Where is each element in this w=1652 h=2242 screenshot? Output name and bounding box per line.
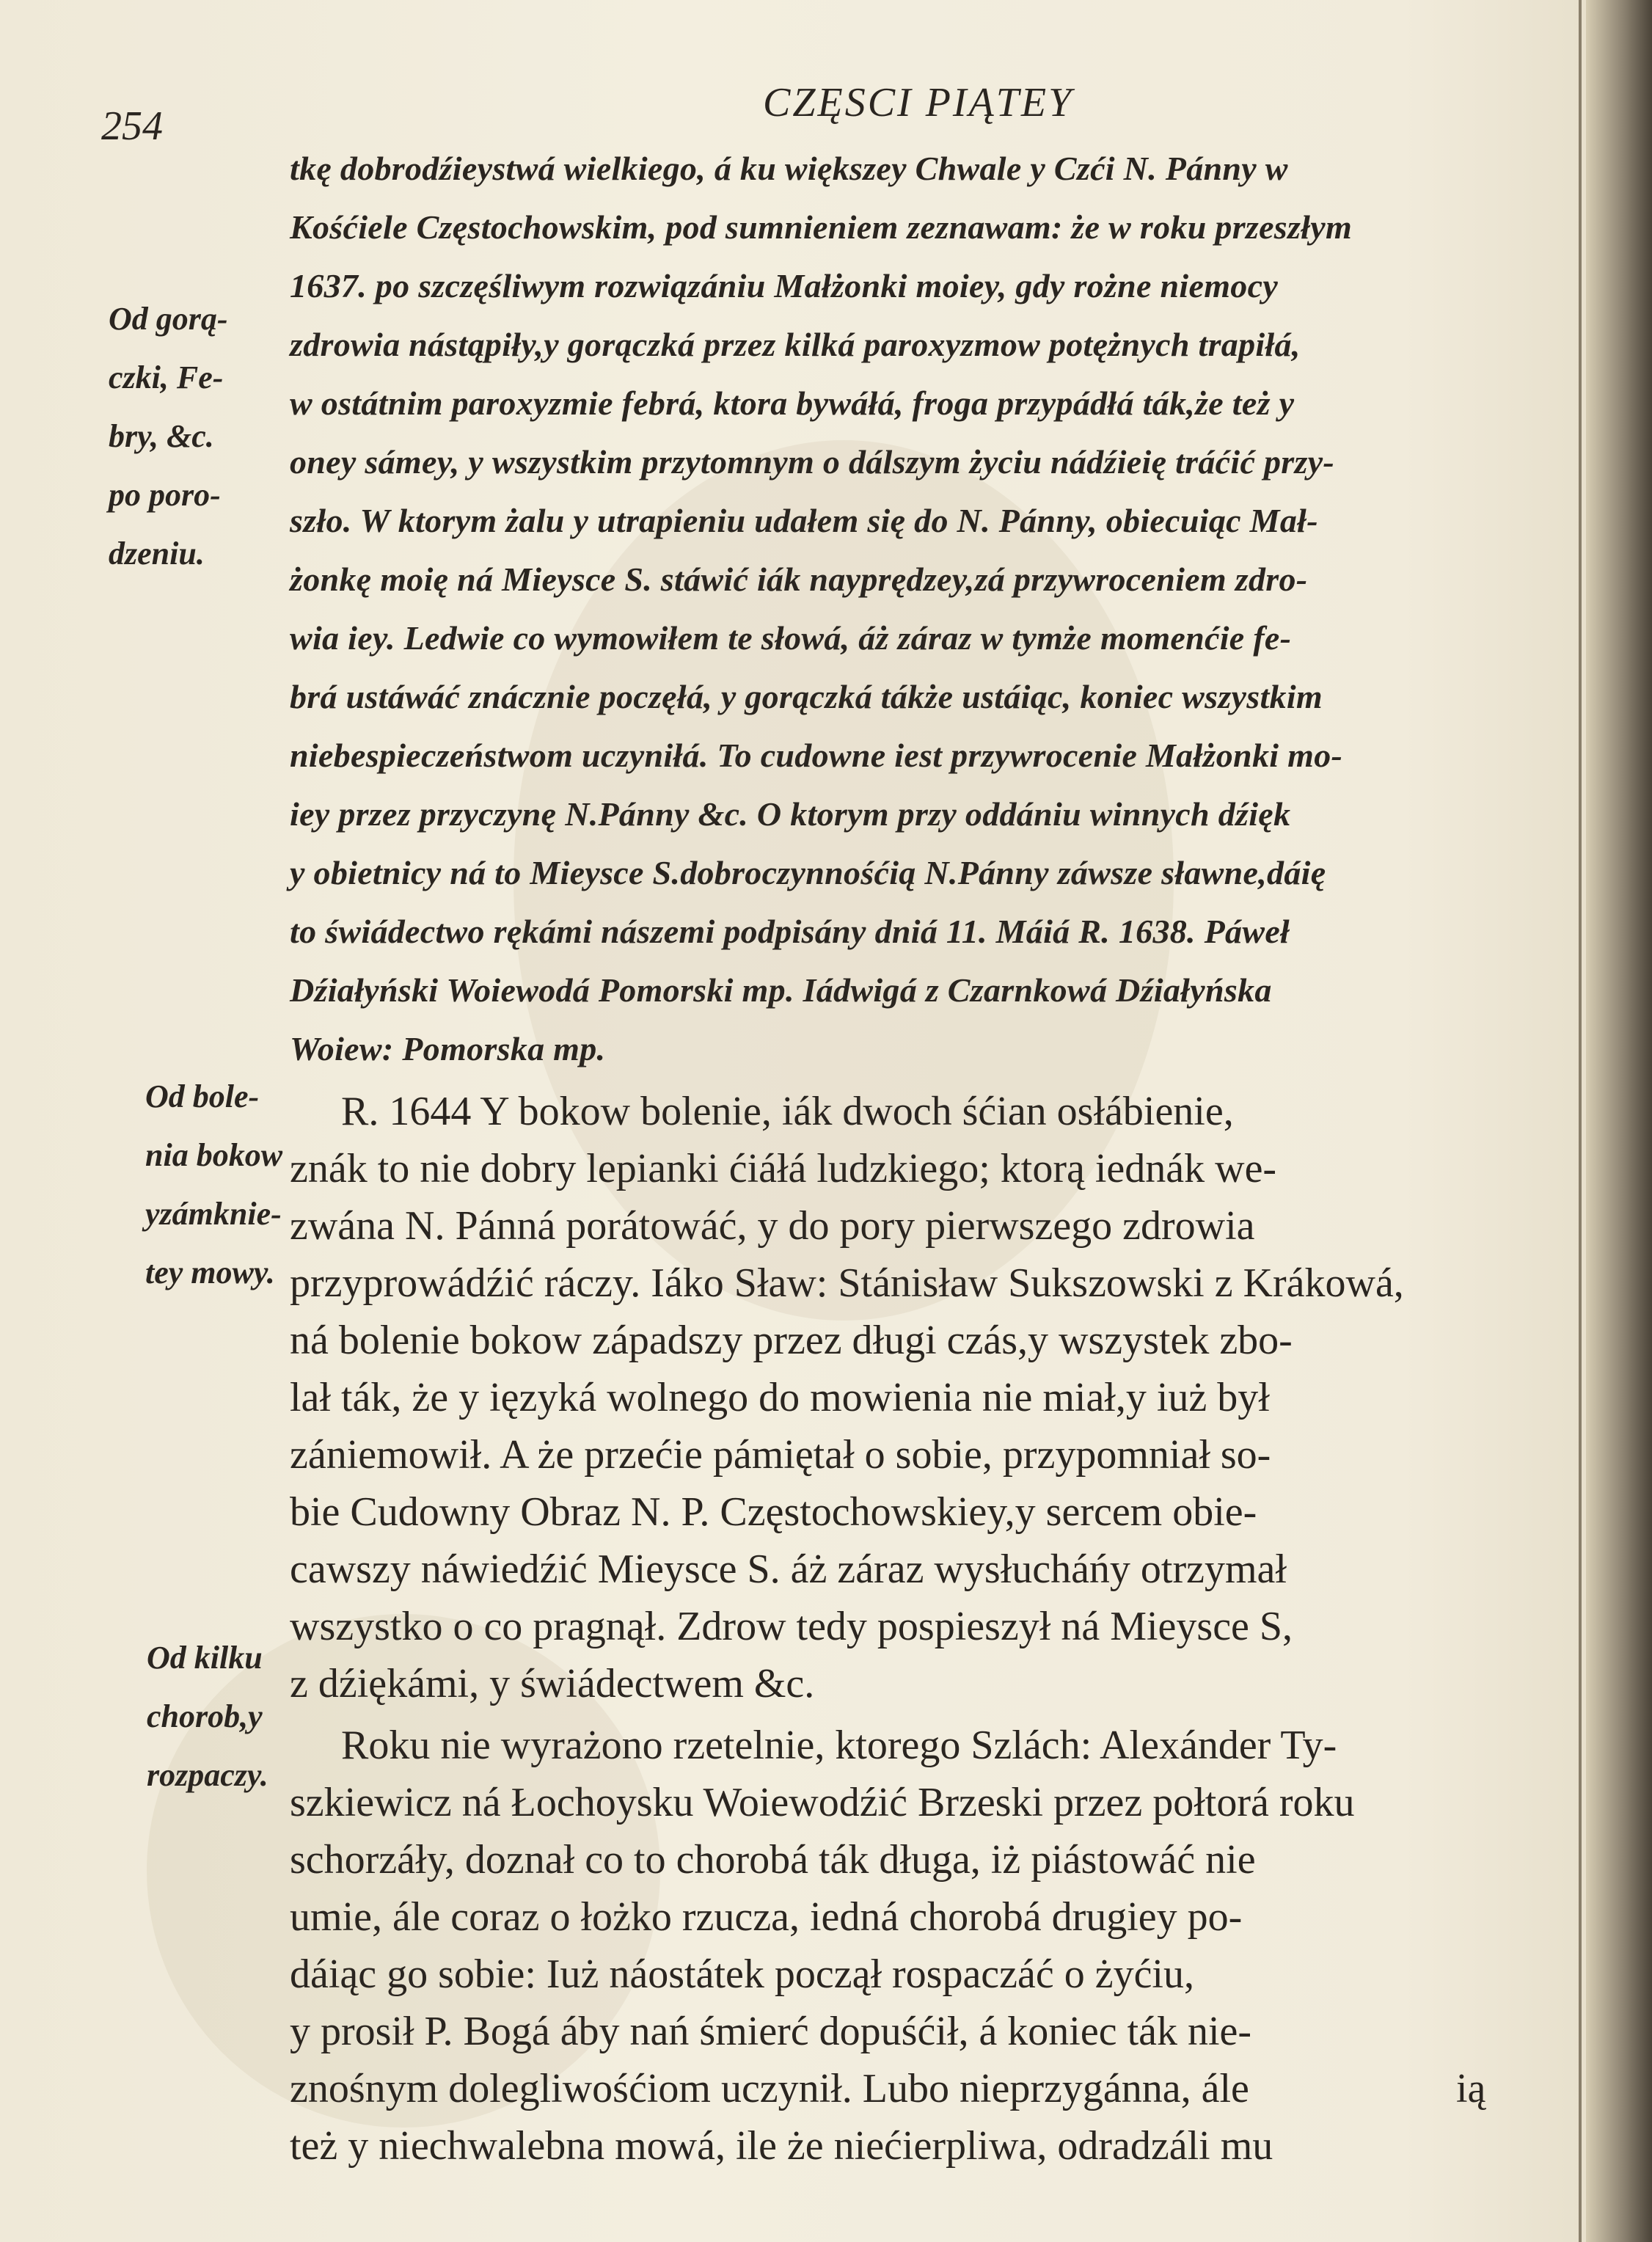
text-line: znośnym dolegliwośćiom uczynił. Lubo nieprzygánna, ále — [290, 2066, 1249, 2111]
text-line: lał ták, że y ięzyká wolnego do mowienia nie miał,y iuż był — [290, 1375, 1270, 1420]
running-title: CZĘSCI PIĄTEY — [763, 80, 1074, 125]
catchword: ią — [1456, 2066, 1486, 2111]
text-line: umie, ále coraz o łożko rzucza, iedná chorobá drugiey po- — [290, 1894, 1243, 1940]
text-line: Woiew: Pomorska mp. — [290, 1030, 606, 1067]
text-line: tkę dobrodźieystwá wielkiego, á ku większey Chwale y Czći N. Pánny w — [290, 150, 1288, 187]
paragraph-tyszkiewicz — [290, 1717, 1566, 2175]
text-line: szło. W ktorym żalu y utrapieniu udałem się do N. Pánny, obiecuiąc Mał- — [290, 502, 1318, 539]
text-line: Roku nie wyrażono rzetelnie, ktorego Szlách: Alexánder Ty- — [341, 1723, 1337, 1768]
text-line: zwána N. Pánná porátowáć, y do pory pierwszego zdrowia — [290, 1203, 1255, 1249]
text-line: zdrowia nástąpiły,y gorączká przez kilká paroxyzmow potężnych trapiłá, — [290, 326, 1301, 363]
text-line: dáiąc go sobie: Iuż náostátek począł rospaczáć o żyćiu, — [290, 1951, 1194, 1997]
italic-testimony — [290, 139, 1566, 1078]
text-line: y prosił P. Bogá áby nań śmierć dopuśćił, á koniec ták nie- — [290, 2009, 1252, 2054]
text-line: niebespieczeństwom uczyniłá. To cudowne iest przywrocenie Małżonki mo- — [290, 737, 1343, 774]
text-line: też y niechwalebna mowá, ile że niećierpliwa, odradzáli mu — [290, 2123, 1273, 2169]
text-line: cawszy náwiedźić Mieysce S. áż záraz wysłucháńy otrzymał — [290, 1547, 1287, 1592]
text-line: schorzáły, doznał co to chorobá ták długa, iż piástowáć nie — [290, 1837, 1256, 1883]
paragraph-1644 — [290, 1083, 1566, 1712]
margin-note-line: chorob,y — [147, 1698, 263, 1734]
text-line: oney sámey, y wszystkim przytomnym o dálszym życiu nádźieię tráćić przy- — [290, 443, 1335, 481]
text-line: iey przez przyczynę N.Pánny &c. O ktorym przy oddániu winnych dźięk — [290, 795, 1291, 833]
text-line: ná bolenie bokow západszy przez długi czás,y wszystek zbo- — [290, 1318, 1293, 1363]
margin-note-line: czki, Fe- — [109, 359, 224, 395]
text-line: bie Cudowny Obraz N. P. Częstochowskiey,y sercem obie- — [290, 1489, 1257, 1535]
text-line: żonkę moię ná Mieysce S. stáwić iák nayprędzey,zá przywroceniem zdro- — [290, 560, 1308, 598]
text-line: to świádectwo rękámi nászemi podpisány dniá 11. Máiá R. 1638. Páweł — [290, 913, 1290, 950]
text-line: R. 1644 Y bokow bolenie, iák dwoch śćian osłábienie, — [341, 1089, 1234, 1134]
margin-note-line: dzeniu. — [109, 536, 205, 572]
margin-note-line: nia bokow — [145, 1137, 283, 1173]
text-line: Dźiałyński Woiewodá Pomorski mp. Iádwigá z Czarnkowá Dźiałyńska — [290, 971, 1272, 1009]
text-line: z dźiękámi, y świádectwem &c. — [290, 1661, 815, 1706]
margin-note-line: Od gorą- — [109, 301, 228, 337]
margin-note-line: bry, &c. — [109, 418, 214, 454]
text-line: w ostátnim paroxyzmie febrá, ktora bywáłá, froga przypádłá ták,że też y — [290, 384, 1295, 422]
margin-note-fever — [109, 290, 292, 583]
margin-note-line: po poro- — [109, 477, 221, 513]
main-text — [290, 139, 1566, 2175]
page-edge — [1579, 0, 1582, 2242]
text-line: brá ustáwáć znácznie poczęłá, y gorączká tákże ustáiąc, koniec wszystkim — [290, 678, 1323, 715]
text-line: wszystko o co pragnął. Zdrow tedy pospieszył ná Mieysce S, — [290, 1604, 1293, 1649]
page-number: 254 — [101, 103, 163, 149]
text-line: y obietnicy ná to Mieysce S.dobroczynnośćią N.Pánny záwsze sławne,dáię — [290, 854, 1326, 891]
margin-note-line: Od bole- — [145, 1078, 260, 1114]
margin-note-line: yzámknie- — [145, 1196, 282, 1232]
text-line: zániemowił. A że przećie pámiętał o sobie, przypomniał so- — [290, 1432, 1271, 1478]
margin-note-line: rozpaczy. — [147, 1757, 268, 1793]
text-line: 1637. po szczęśliwym rozwiązániu Małżonki moiey, gdy rożne niemocy — [290, 267, 1279, 304]
text-line: szkiewicz ná Łochoysku Woiewodźić Brzeski przez połtorá roku — [290, 1780, 1355, 1825]
margin-note-line: Od kilku — [147, 1640, 263, 1676]
text-line: przyprowádźić ráczy. Iáko Sław: Stánisław Sukszowski z Krákowá, — [290, 1260, 1404, 1306]
text-line: wia iey. Ledwie co wymowiłem te słowá, áż záraz w tymże momenćie fe- — [290, 619, 1292, 657]
text-line: Kośćiele Częstochowskim, pod sumnieniem zeznawam: że w roku przeszłym — [290, 208, 1353, 246]
margin-note-line: tey mowy. — [145, 1255, 275, 1290]
text-line: znák to nie dobry lepianki ćiáłá ludzkiego; ktorą iednák we- — [290, 1146, 1277, 1191]
book-gutter — [1586, 0, 1652, 2242]
